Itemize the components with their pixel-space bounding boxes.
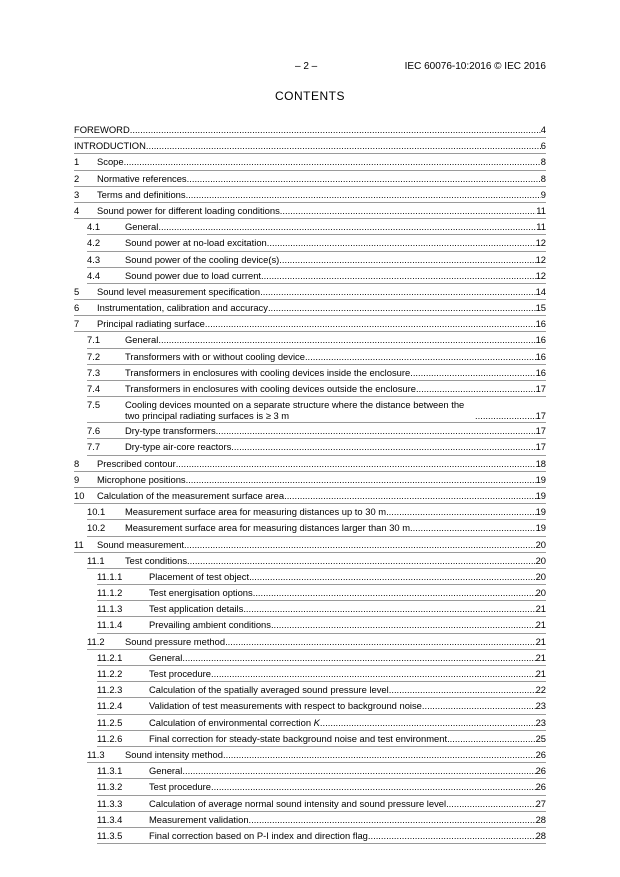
toc-entry[interactable] [87,252,546,268]
toc-entry-number: 4.4 [87,269,101,281]
toc-entry[interactable] [87,332,546,348]
toc-entry-number: 11.3 [87,748,105,760]
table-of-contents [74,122,546,844]
toc-entry[interactable] [87,553,546,569]
toc-entry-page: 4 [540,124,546,135]
toc-entry-number: 7.4 [87,383,101,394]
toc-entry-title: General [149,651,183,663]
toc-entry-number: 11.1.2 [97,587,123,599]
dot-leader [305,351,536,362]
dot-leader [416,383,536,394]
dot-leader [184,539,536,550]
dot-leader [223,749,536,760]
page-title: CONTENTS [275,89,345,103]
toc-entry[interactable] [74,284,546,300]
toc-entry-page: 16 [535,318,546,330]
toc-entry-number: 11.2 [87,635,105,647]
toc-entry[interactable] [87,504,546,520]
toc-entry-title: Transformers with or without cooling device [125,350,305,362]
toc-entry[interactable] [97,828,546,844]
toc-entry-number: 10.1 [87,506,106,518]
dot-leader [261,270,536,281]
dot-leader [320,717,536,728]
toc-entry[interactable] [97,731,546,747]
dot-leader [410,522,536,533]
toc-entry[interactable] [97,601,546,617]
toc-entry[interactable] [74,203,546,219]
toc-entry-title: Validation of test measurements with respect to background noise [149,700,422,712]
dot-leader [211,781,536,792]
toc-entry-page: 21 [535,619,546,631]
toc-entry[interactable] [74,316,546,332]
toc-entry-page: 23 [535,716,546,728]
toc-entry-title: Test conditions [125,554,188,566]
toc-entry[interactable] [97,763,546,779]
toc-entry-title: Calculation of environmental correction [149,716,312,728]
toc-entry-page: 16 [535,350,546,362]
dot-leader [268,302,536,313]
toc-entry-page: 8 [540,172,546,184]
toc-entry-page: 25 [535,732,546,744]
dot-leader [182,652,535,663]
toc-entry-title: Sound power at no-load excitation [125,237,267,249]
dot-leader [186,474,536,485]
toc-entry-page: 28 [535,813,546,825]
toc-entry[interactable] [97,569,546,585]
dot-leader [211,668,536,679]
toc-entry-title: Calculation of the measurement surface area [97,489,285,501]
toc-entry-title: Terms and definitions [97,188,186,200]
toc-entry[interactable] [74,187,546,203]
toc-entry[interactable] [97,682,546,698]
page-header [0,61,620,75]
toc-entry-title: Sound power due to load current [125,269,262,281]
toc-entry-number: 4.2 [87,237,101,249]
toc-entry[interactable] [74,537,546,553]
toc-entry-page: 11 [536,221,546,233]
dot-leader [389,684,536,695]
dot-leader [368,830,536,841]
toc-entry[interactable] [87,349,546,365]
toc-entry-title: Sound intensity method [125,748,223,760]
toc-entry-page: 17 [535,383,546,394]
toc-entry[interactable] [97,812,546,828]
toc-entry-page: 26 [535,765,546,777]
toc-entry-page: 21 [535,668,546,679]
toc-entry-page: 8 [540,156,546,168]
dot-leader [187,173,541,184]
dot-leader [284,490,535,501]
dot-leader [146,140,541,151]
toc-entry-page: 9 [540,188,546,200]
toc-entry-page: 21 [535,603,546,615]
toc-entry-number: 8 [74,457,80,469]
dot-leader [447,733,535,744]
toc-entry-page: 21 [535,651,546,663]
toc-entry-number: 7.5 [87,399,101,411]
document-id: IEC 60076-10:2016 © IEC 2016 [404,61,546,72]
toc-entry[interactable] [97,698,546,714]
toc-entry[interactable] [87,397,546,423]
toc-entry-page: 20 [535,554,546,566]
toc-entry-number: 11.2.4 [97,700,123,712]
toc-entry-number: 2 [74,172,80,184]
dot-leader [271,619,536,630]
toc-entry-page: 16 [535,334,546,346]
toc-entry-page: 18 [535,457,546,469]
toc-entry-number: 11.3.1 [97,765,123,777]
toc-entry-page: 11 [536,204,546,216]
toc-entry[interactable] [87,235,546,251]
toc-entry-number: 7.1 [87,334,101,346]
toc-entry-number: 11.3.3 [97,797,123,809]
toc-entry-title: Placement of test object [149,570,250,582]
dot-leader [205,318,536,329]
toc-entry[interactable] [87,268,546,284]
dot-leader [225,636,535,647]
toc-entry-page: 20 [535,538,546,550]
toc-entry-title: Sound power of the cooling device(s) [125,253,280,265]
dot-leader [182,765,535,776]
toc-entry[interactable] [87,439,546,455]
toc-entry-number: 4.3 [87,253,101,265]
toc-entry-title: Measurement surface area for measuring distances up to 30 m [125,506,387,518]
toc-entry[interactable] [97,666,546,682]
dot-leader [216,425,536,436]
toc-entry-title: Test application details [149,603,244,615]
dot-leader [280,205,537,216]
toc-entry-page: 14 [535,285,546,297]
toc-entry-page: 17 [535,410,546,422]
toc-entry[interactable] [97,779,546,795]
toc-entry-title: Instrumentation, calibration and accuracy [97,302,268,314]
dot-leader [249,571,536,582]
toc-entry-title: Calculation of average normal sound intensity and sound pressure level [149,797,447,809]
toc-entry[interactable] [97,796,546,812]
toc-entry-title: Dry-type air-core reactors [125,441,232,453]
toc-entry-page: 20 [535,587,546,599]
toc-entry[interactable] [87,381,546,397]
toc-entry[interactable] [74,171,546,187]
dot-leader [279,254,535,265]
toc-entry[interactable] [74,456,546,472]
toc-entry-number: 10 [74,489,85,501]
toc-entry-title: General [125,334,159,346]
toc-entry[interactable] [87,634,546,650]
toc-entry-title: Sound measurement [97,538,185,550]
toc-entry-number: 10.2 [87,522,106,534]
toc-entry-page: 20 [535,570,546,582]
toc-entry-number: 11.1.3 [97,603,123,615]
toc-entry-title: Calculation of the spatially averaged sound pressure level [149,684,389,696]
toc-entry[interactable] [87,747,546,763]
dot-leader [249,814,536,825]
toc-entry-title: Sound pressure method [125,635,226,647]
toc-entry-title: Transformers in enclosures with cooling devices outside the enclosure [125,383,416,394]
toc-entry-page: 6 [540,140,546,152]
toc-entry-title: Test energisation options [149,587,253,599]
toc-entry[interactable] [87,365,546,381]
toc-entry-title: Test procedure [149,781,212,793]
toc-entry-title: General [149,765,183,777]
toc-entry-title: General [125,221,159,233]
toc-entry[interactable] [87,520,546,536]
toc-entry-number: 7.2 [87,350,101,362]
toc-entry-title: Normative references [97,172,187,184]
toc-entry-number: 4 [74,204,80,216]
toc-entry-page: 19 [535,489,546,501]
toc-entry-page: 17 [535,425,546,437]
toc-entry-page: 19 [535,506,546,518]
toc-entry[interactable] [87,423,546,439]
toc-entry-number: 7.3 [87,366,101,378]
toc-entry-page: 12 [535,253,546,265]
toc-entry[interactable] [74,154,546,170]
toc-entry-number: 11.2.2 [97,668,123,679]
toc-entry-title: Dry-type transformers [125,425,216,437]
toc-entry-title: Measurement surface area for measuring distances larger than 30 m [125,522,411,534]
toc-entry[interactable] [97,650,546,666]
dot-leader [158,334,535,345]
toc-entry-title: Final correction for steady-state background noise and test environment [149,732,448,744]
toc-entry-number: 11.2.6 [97,732,123,744]
toc-entry-number: 9 [74,473,80,485]
toc-entry-number: 11.3.2 [97,781,123,793]
toc-entry-page: 22 [535,684,546,696]
toc-entry[interactable] [74,488,546,504]
toc-entry-number: 11.2.1 [97,651,123,663]
toc-entry-title: Final correction based on P-I index and direction flag [149,829,368,841]
dot-leader [243,603,535,614]
dot-leader [267,237,536,248]
toc-entry-number: 11.3.5 [97,829,123,841]
toc-entry-number: 11.1 [87,554,105,566]
toc-entry[interactable] [74,122,546,138]
dot-leader [130,124,541,135]
toc-entry-title: Sound power for different loading conditions [97,204,280,216]
toc-entry-page: 19 [535,473,546,485]
dot-leader [422,700,536,711]
toc-entry-number: 11.3.4 [97,813,123,825]
toc-entry[interactable] [74,472,546,488]
toc-entry-title: Principal radiating surface [97,318,205,330]
dot-leader [186,189,541,200]
toc-entry-page: 19 [535,522,546,534]
toc-entry-page: 15 [535,302,546,314]
toc-entry-page: 23 [535,700,546,712]
toc-entry-title: Measurement validation [149,813,249,825]
dot-leader [386,506,535,517]
dot-leader [158,221,536,232]
toc-entry-number: 11.1.1 [97,570,123,582]
toc-entry-number: 7 [74,318,80,330]
dot-leader [410,367,535,378]
toc-entry-number: 6 [74,302,80,314]
toc-entry-title: Test procedure [149,668,212,679]
toc-entry-title: Microphone positions [97,473,186,485]
toc-entry[interactable] [97,715,546,731]
toc-entry-number: 4.1 [87,221,101,233]
dot-leader [446,798,536,809]
dot-leader [253,587,536,598]
toc-entry[interactable] [74,300,546,316]
toc-entry-page: 12 [535,269,546,281]
toc-entry-number: 11.2.5 [97,716,123,728]
toc-entry-title: Sound level measurement specification [97,285,261,297]
toc-entry-number: 1 [74,156,80,168]
toc-entry-page: 28 [535,829,546,841]
toc-entry-symbol: K [311,716,320,728]
toc-entry-page: 21 [535,635,546,647]
toc-entry-title: Prescribed contour [97,457,176,469]
toc-entry[interactable] [74,138,546,154]
toc-entry-page: 12 [535,237,546,249]
toc-entry-title: Transformers in enclosures with cooling devices inside the enclosure [125,366,411,378]
toc-entry-number: 11.2.3 [97,684,123,696]
dot-leader [176,458,536,469]
toc-entry-page: 17 [535,441,546,453]
dot-leader [260,286,535,297]
toc-entry-title: Scope [97,156,124,168]
toc-entry[interactable] [97,585,546,601]
toc-entry-number: 11.1.4 [97,619,123,631]
toc-entry-number: 7.7 [87,441,101,453]
toc-entry-title: INTRODUCTION [74,140,146,152]
toc-entry-page: 26 [535,781,546,793]
toc-entry-title: Cooling devices mounted on a separate structure where the distance between the two principal radiating surfaces is ≥ 3 m [125,399,465,422]
toc-entry-number: 3 [74,188,80,200]
dot-leader [475,410,536,421]
dot-leader [231,441,535,452]
toc-entry-title: FOREWORD [74,124,130,135]
dot-leader [124,156,541,167]
toc-entry-number: 11 [74,538,84,550]
toc-entry-number: 5 [74,285,80,297]
toc-entry-title: Prevailing ambient conditions [149,619,271,631]
toc-entry[interactable] [97,617,546,633]
dot-leader [187,555,536,566]
toc-entry-page: 16 [535,366,546,378]
toc-entry[interactable] [87,219,546,235]
page-number: – 2 – [295,61,318,72]
toc-entry-page: 26 [535,748,546,760]
toc-entry-page: 27 [535,797,546,809]
toc-entry-number: 7.6 [87,425,101,437]
